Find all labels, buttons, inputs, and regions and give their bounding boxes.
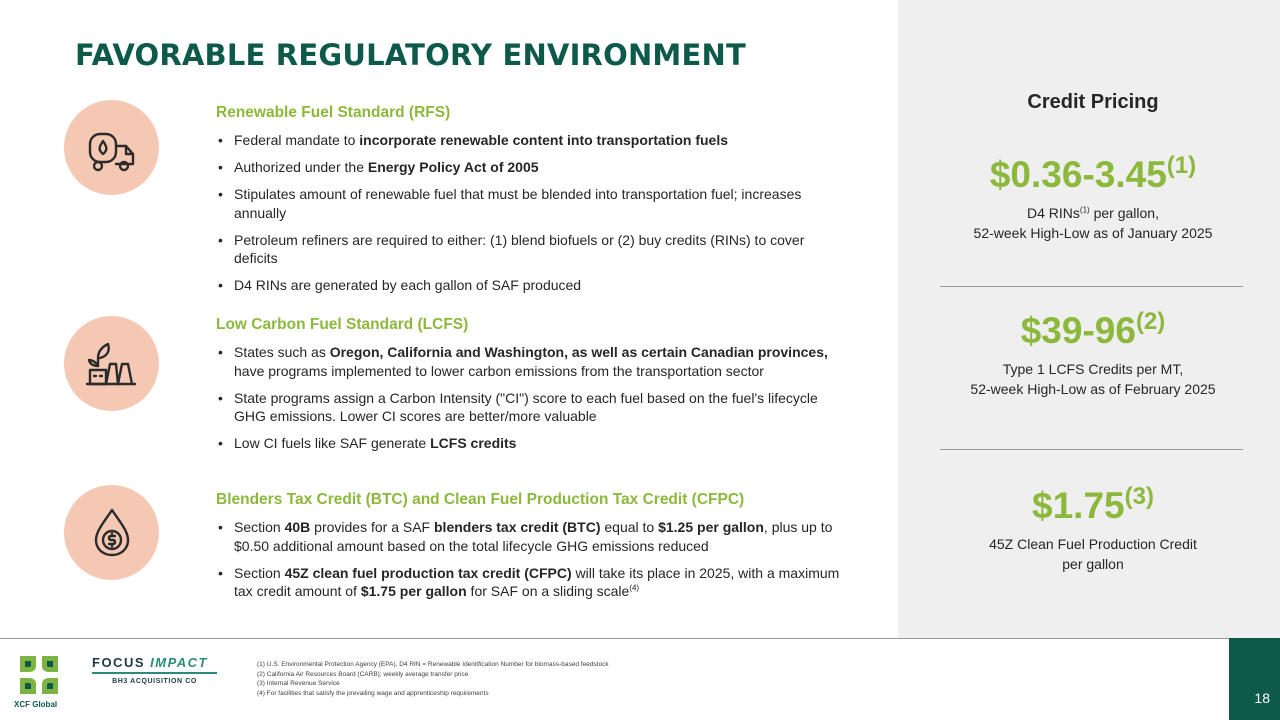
bold-text: Oregon, California and Washington, as well as certain Canadian provinces,	[329, 344, 828, 360]
section-heading: Blenders Tax Credit (BTC) and Clean Fuel Production Tax Credit (CFPC)	[216, 491, 745, 508]
metric-45z	[898, 484, 1280, 574]
footnote-ref: (2)	[1135, 308, 1166, 335]
bold-text: $1.25 per gallon	[658, 519, 764, 535]
bullet-item	[216, 434, 846, 453]
bold-text: Energy Policy Act of 2005	[367, 159, 539, 175]
icon-circle	[64, 100, 159, 195]
footnote-ref: (4)	[629, 583, 640, 593]
credit-pricing-title: Credit Pricing	[1027, 91, 1159, 113]
metric-value: $1.75$^{(3)}$	[1032, 483, 1154, 526]
metric-description: D4 RINs$^{(1)}$ per gallon, 52-week High-Low as of January 2025	[973, 205, 1213, 241]
focus-impact-subtitle: BH3 ACQUISITION CO	[112, 678, 197, 685]
bold-text: 45Z clean fuel production tax credit (CFPC)	[284, 564, 572, 581]
bold-text: $1.75 per gallon	[360, 583, 467, 599]
section-heading: Renewable Fuel Standard (RFS)	[216, 104, 451, 121]
bullet-list	[216, 518, 846, 601]
footnote-ref: (3)	[1124, 483, 1154, 510]
divider	[940, 449, 1243, 450]
text-run: Section	[234, 564, 285, 581]
text-run: State programs assign a Carbon Intensity ("CI") score to each fuel based on the fuel's lifecycle GHG emissions. Lower CI scores are better/more valuable	[234, 389, 818, 424]
metric-description: 45Z Clean Fuel Production Credit per gallon	[989, 536, 1197, 572]
fuel-truck-icon	[84, 120, 140, 176]
section-heading: Low Carbon Fuel Standard (LCFS)	[216, 316, 469, 333]
text-run: Federal mandate to	[234, 132, 360, 148]
bullet-item	[216, 564, 846, 601]
text-run: Authorized under the	[234, 159, 368, 175]
text-run: States such as	[234, 344, 330, 360]
xcf-leaf-logo-icon	[16, 652, 62, 698]
footnote: (3) Internal Revenue Service	[257, 680, 340, 687]
footnotes	[257, 660, 609, 698]
bullet-item	[216, 231, 846, 268]
focus-impact-wordmark: FOCUS IMPACT	[92, 655, 208, 670]
dollar-drop-icon	[84, 505, 140, 561]
footnote: (1) U.S. Environmental Protection Agency (EPA), D4 RIN = Renewable Identification Number for biomass-based feedstock	[257, 661, 609, 668]
metric-description: Type 1 LCFS Credits per MT, 52-week High-Low as of February 2025	[970, 361, 1216, 397]
bullet-item	[216, 131, 846, 150]
xcf-logo-text: XCF Global	[14, 700, 58, 709]
footnote: (4) For facilities that satisfy the prevailing wage and apprenticeship requirements	[257, 689, 489, 697]
lcfs-content	[216, 315, 846, 461]
bullet-item	[216, 389, 846, 426]
text-run: provides for a SAF	[310, 519, 434, 535]
bold-text: LCFS credits	[430, 435, 517, 451]
metric-lcfs	[898, 309, 1280, 399]
metric-d4-rin	[898, 153, 1280, 243]
btc-cfpc-content	[216, 490, 846, 609]
bullet-item	[216, 343, 846, 380]
focus-impact-logo	[92, 655, 217, 685]
bullet-list	[216, 131, 846, 295]
metric-value: $39-96$^{(2)}$	[1020, 308, 1166, 351]
text-run: equal to	[600, 519, 659, 535]
text-run: Stipulates amount of renewable fuel that must be blended into transportation fuel; increases annually	[234, 186, 802, 221]
metric-value: $0.36-3.45$^{(1)}$	[989, 152, 1197, 195]
divider	[940, 286, 1243, 287]
bold-text: blenders tax credit (BTC)	[434, 519, 601, 535]
text-run: , plus up to $0.50 additional amount based on the total lifecycle GHG emissions reduced	[234, 519, 833, 554]
slide-title: FAVORABLE REGULATORY ENVIRONMENT	[75, 38, 746, 72]
logo-rule	[92, 672, 217, 674]
rfs-content	[216, 103, 846, 303]
eco-factory-icon	[84, 336, 140, 392]
bullet-item	[216, 518, 846, 555]
credit-pricing-panel	[898, 0, 1280, 638]
text-run: Petroleum refiners are required to either: (1) blend biofuels or (2) buy credits (RINs) to cover deficits	[234, 231, 805, 266]
text-run: D4 RINs are generated by each gallon of SAF produced	[234, 277, 582, 293]
bullet-item	[216, 158, 846, 177]
xcf-global-logo	[14, 652, 66, 709]
bullet-item	[216, 185, 846, 222]
footer-divider	[0, 638, 1280, 639]
text-run: will take its place in 2025, with a maximum tax credit amount of	[234, 564, 840, 599]
page-number: 18	[1254, 690, 1270, 706]
bold-text: 40B	[284, 519, 311, 535]
bullet-item	[216, 276, 846, 295]
icon-circle	[64, 316, 159, 411]
icon-circle	[64, 485, 159, 580]
page-number-box	[1229, 638, 1280, 720]
text-run: for SAF on a sliding scale	[466, 583, 630, 599]
footnote: (2) California Air Resources Board (CARB); weekly average transfer price	[257, 670, 469, 678]
bold-text: incorporate renewable content into transportation fuels	[359, 132, 729, 148]
text-run: have programs implemented to lower carbon emissions from the transportation sector	[234, 362, 764, 379]
text-run: Section	[234, 519, 285, 535]
text-run: Low CI fuels like SAF generate	[234, 435, 431, 451]
footnote-ref: (1)	[1166, 152, 1197, 179]
bullet-list	[216, 343, 846, 453]
